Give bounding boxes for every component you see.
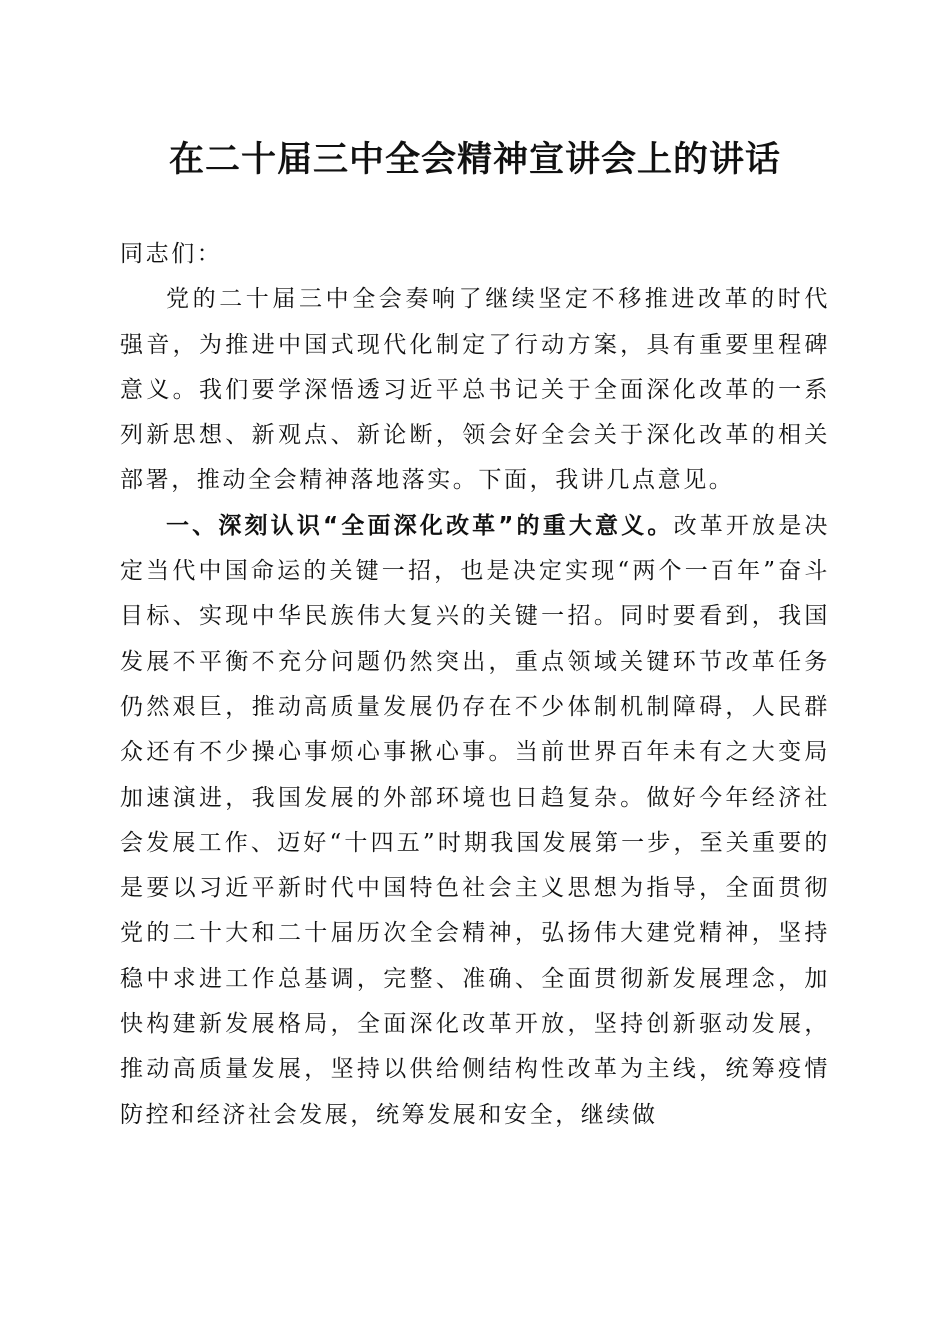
document-body	[120, 232, 830, 1138]
paragraph-text: 党的二十届三中全会奏响了继续坚定不移推进改革的时代强音，为推进中国式现代化制定了行动方案，具有重要里程碑意义。我们要学深悟透习近平总书记关于全面深化改革的一系列新思想、新观点、新论断，领会好全会关于深化改革的相关部署，推动全会精神落地落实。下面，我讲几点意见。	[120, 286, 830, 494]
section-heading: 一、深刻认识“全面深化改革”的重大意义。	[166, 512, 674, 539]
paragraph-intro	[120, 277, 830, 503]
paragraph-text: 改革开放是决定当代中国命运的关键一招，也是决定实现“两个一百年”奋斗目标、实现中华民族伟大复兴的关键一招。同时要看到，我国发展不平衡不充分问题仍然突出，重点领域关键环节改革任务仍然艰巨，推动高质量发展仍存在不少体制机制障碍，人民群众还有不少操心事烦心事揪心事。当前世界百年未有之大变局加速演进，我国发展的外部环境也日趋复杂。做好今年经济社会发展工作、迈好“十四五”时期我国发展第一步，至关重要的是要以习近平新时代中国特色社会主义思想为指导，全面贯彻党的二十大和二十届历次全会精神，弘扬伟大建党精神，坚持稳中求进工作总基调，完整、准确、全面贯彻新发展理念，加快构建新发展格局，全面深化改革开放，坚持创新驱动发展，推动高质量发展，坚持以供给侧结构性改革为主线，统筹疫情防控和经济社会发展，统筹发展和安全，继续做	[120, 512, 830, 1128]
document-title: 在二十届三中全会精神宣讲会上的讲话	[168, 139, 781, 180]
paragraph-section-1	[120, 504, 830, 1138]
salutation: 同志们：	[120, 241, 223, 267]
